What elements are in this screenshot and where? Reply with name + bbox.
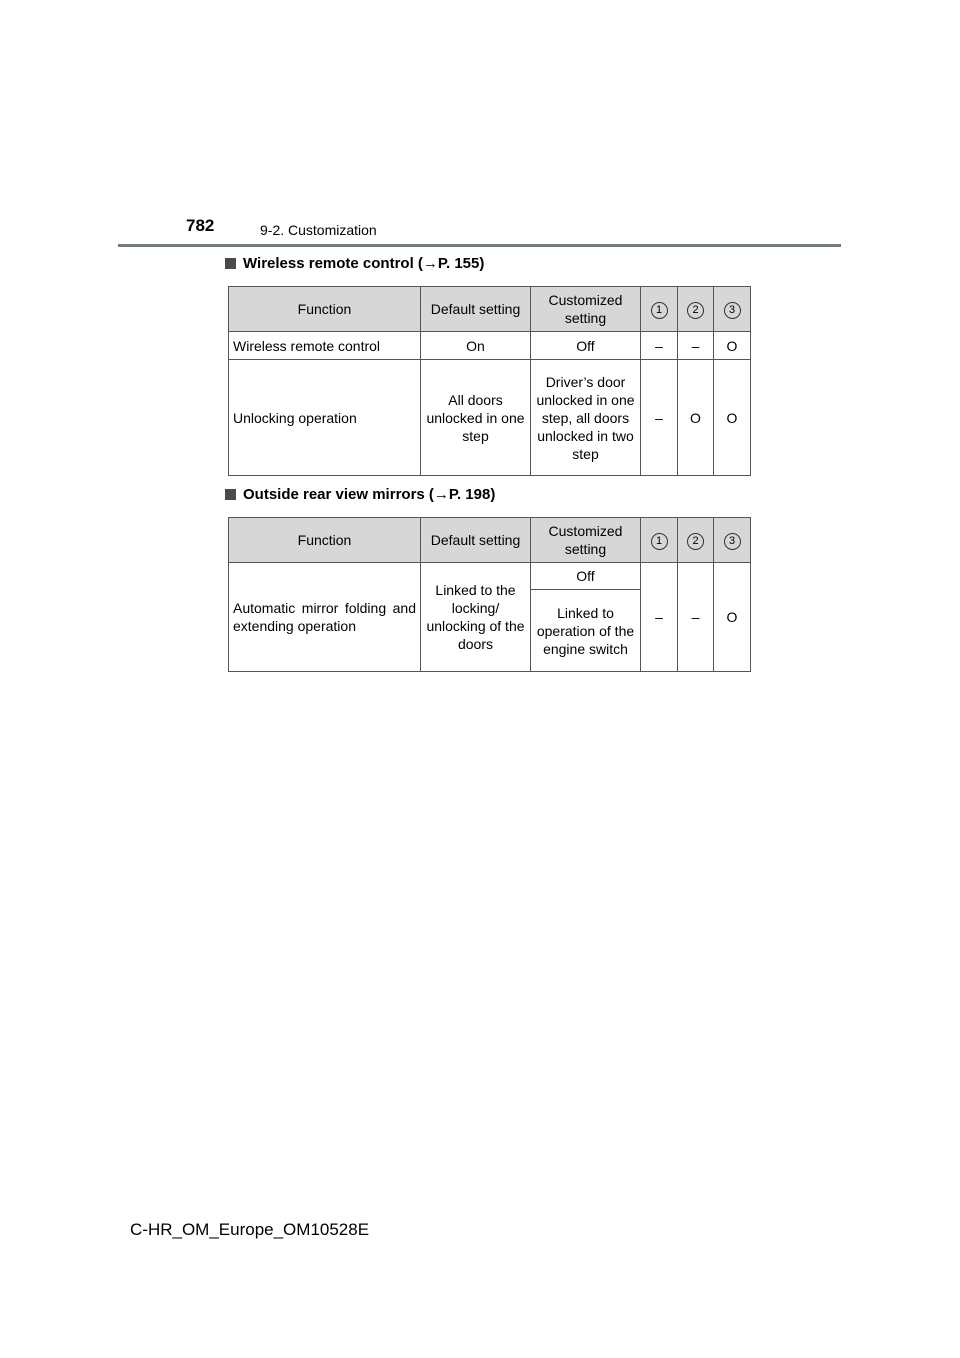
col-customized-setting: Customized setting <box>531 287 641 332</box>
circled-3-icon: 3 <box>724 533 741 550</box>
circled-1-icon: 1 <box>651 302 668 319</box>
table-header-row <box>229 518 751 563</box>
mirrors-table <box>228 517 751 672</box>
custom-cell: Driver’s door unlocked in one step, all doors unlocked in two step <box>531 360 641 476</box>
circled-3-icon: 3 <box>724 302 741 319</box>
col-2 <box>678 287 714 332</box>
c3-cell: O <box>714 332 751 360</box>
mirrors-heading-text: Outside rear view mirrors (→P. 198) <box>243 486 496 503</box>
c1-cell: – <box>641 563 678 672</box>
wireless-remote-heading-text: Wireless remote control (→P. 155) <box>243 255 485 272</box>
mirrors-heading <box>225 486 495 503</box>
function-cell: Wireless remote control <box>229 332 421 360</box>
circled-2-icon: 2 <box>687 302 704 319</box>
default-cell: All doors unlocked in one step <box>421 360 531 476</box>
table-row <box>229 332 751 360</box>
c3-cell: O <box>714 360 751 476</box>
col-3 <box>714 518 751 563</box>
col-2 <box>678 518 714 563</box>
page-number: 782 <box>186 216 215 235</box>
custom-option-cell: Off <box>531 563 641 590</box>
wireless-remote-table <box>228 286 751 476</box>
default-cell: Linked to the locking/ unlocking of the doors <box>421 563 531 672</box>
default-cell: On <box>421 332 531 360</box>
col-default-setting: Default setting <box>421 518 531 563</box>
c1-cell: – <box>641 360 678 476</box>
circled-2-icon: 2 <box>687 533 704 550</box>
table-row <box>229 563 751 590</box>
table-header-row <box>229 287 751 332</box>
col-1 <box>641 287 678 332</box>
header-divider <box>118 244 841 247</box>
circled-1-icon: 1 <box>651 533 668 550</box>
function-cell: Automatic mirror folding and extending operation <box>229 563 421 672</box>
col-function: Function <box>229 518 421 563</box>
col-1 <box>641 518 678 563</box>
section-title: 9-2. Customization <box>260 222 377 238</box>
document-code: C-HR_OM_Europe_OM10528E <box>130 1220 370 1239</box>
custom-option-cell: Linked to operation of the engine switch <box>531 590 641 672</box>
function-cell: Unlocking operation <box>229 360 421 476</box>
table-row <box>229 360 751 476</box>
c2-cell: – <box>678 332 714 360</box>
bullet-square-icon <box>225 489 236 500</box>
custom-cell: Off <box>531 332 641 360</box>
c2-cell: – <box>678 563 714 672</box>
col-customized-setting: Customized setting <box>531 518 641 563</box>
c1-cell: – <box>641 332 678 360</box>
col-function: Function <box>229 287 421 332</box>
c2-cell: O <box>678 360 714 476</box>
col-3 <box>714 287 751 332</box>
bullet-square-icon <box>225 258 236 269</box>
col-default-setting: Default setting <box>421 287 531 332</box>
c3-cell: O <box>714 563 751 672</box>
wireless-remote-heading <box>225 255 484 272</box>
